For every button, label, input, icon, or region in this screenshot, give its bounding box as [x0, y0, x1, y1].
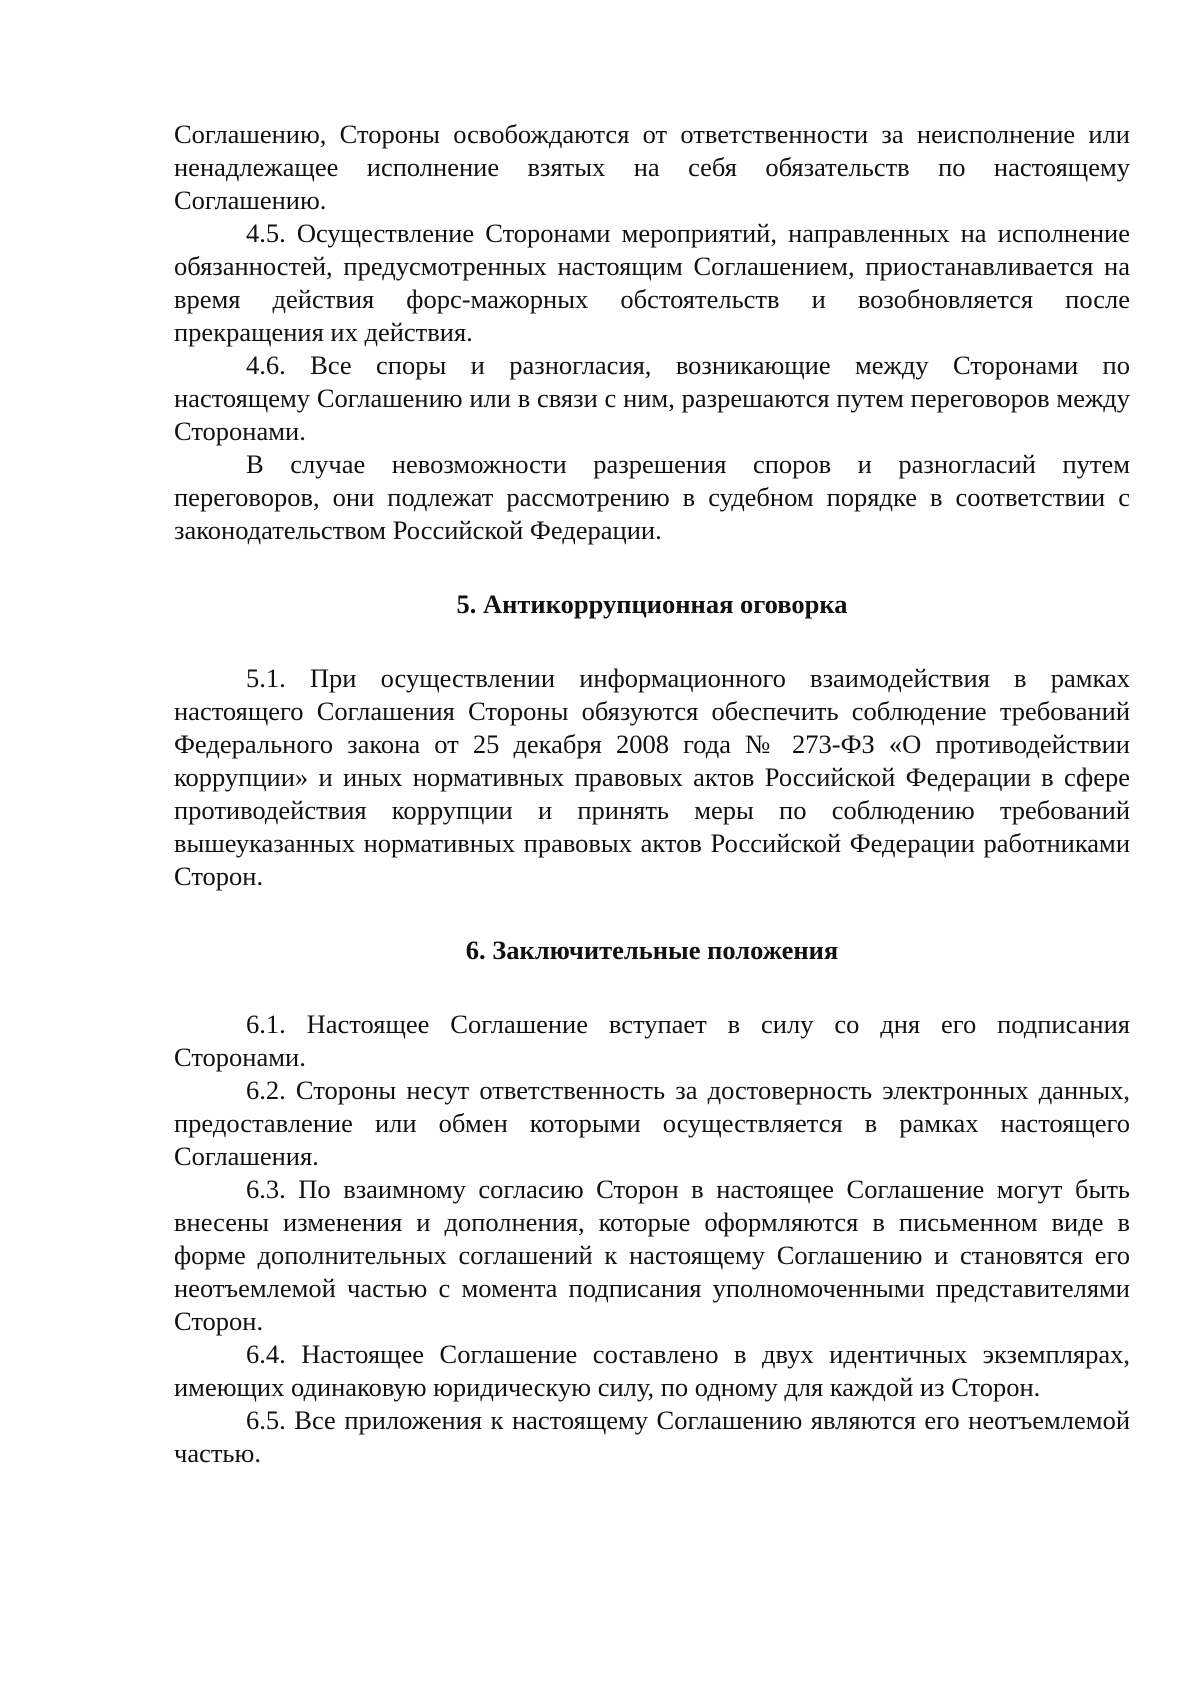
spacer — [174, 967, 1130, 1008]
paragraph-6-4: 6.4. Настоящее Соглашение составлено в двух идентичных экземплярах, имеющих одинаковую юридическую силу, по одному для каждой из Сторон. — [174, 1339, 1130, 1402]
paragraph-4-5: 4.5. Осуществление Сторонами мероприятий, направленных на исполнение обязанностей, предусмотренных настоящим Соглашением, приостанавливается на время действия форс-мажорных обстоятельств и возобновляется после прекращения их действия. — [174, 218, 1130, 347]
paragraph-5-1: 5.1. При осуществлении информационного взаимодействия в рамках настоящего Соглашения Стороны обязуются обеспечить соблюдение требований Федерального закона от 25 декабря 2008 года № 273-ФЗ «О противодействии коррупции» и иных нормативных правовых актов Российской Федерации в сфере противодействия коррупции и принять меры по соблюдению требований вышеуказанных нормативных правовых актов Российской Федерации работниками Сторон. — [174, 663, 1130, 891]
spacer — [174, 547, 1130, 588]
paragraph-6-5: 6.5. Все приложения к настоящему Соглашению являются его неотъемлемой частью. — [174, 1405, 1130, 1468]
section-5-heading: 5. Антикоррупционная оговорка — [456, 589, 848, 619]
paragraph-6-2: 6.2. Стороны несут ответственность за достоверность электронных данных, предоставление или обмен которыми осуществляется в рамках настоящего Соглашения. — [174, 1075, 1130, 1171]
spacer — [174, 893, 1130, 934]
paragraph-6-1: 6.1. Настоящее Соглашение вступает в силу со дня его подписания Сторонами. — [174, 1009, 1130, 1072]
spacer — [174, 621, 1130, 662]
paragraph-4-6: 4.6. Все споры и разногласия, возникающие между Сторонами по настоящему Соглашению или в связи с ним, разрешаются путем переговоров между Сторонами. — [174, 350, 1130, 446]
paragraph-4-4-continued: Соглашению, Стороны освобождаются от ответственности за неисполнение или ненадлежащее исполнение взятых на себя обязательств по настоящему Соглашению. — [174, 119, 1130, 215]
document-body — [174, 118, 1130, 1470]
paragraph-6-3: 6.3. По взаимному согласию Сторон в настоящее Соглашение могут быть внесены изменения и дополнения, которые оформляются в письменном виде в форме дополнительных соглашений к настоящему Соглашению и становятся его неотъемлемой частью с момента подписания уполномоченными представителями Сторон. — [174, 1174, 1130, 1336]
paragraph-4-6-disputes: В случае невозможности разрешения споров и разногласий путем переговоров, они подлежат рассмотрению в судебном порядке в соответствии с законодательством Российской Федерации. — [174, 449, 1130, 545]
section-6-heading: 6. Заключительные положения — [465, 935, 839, 965]
